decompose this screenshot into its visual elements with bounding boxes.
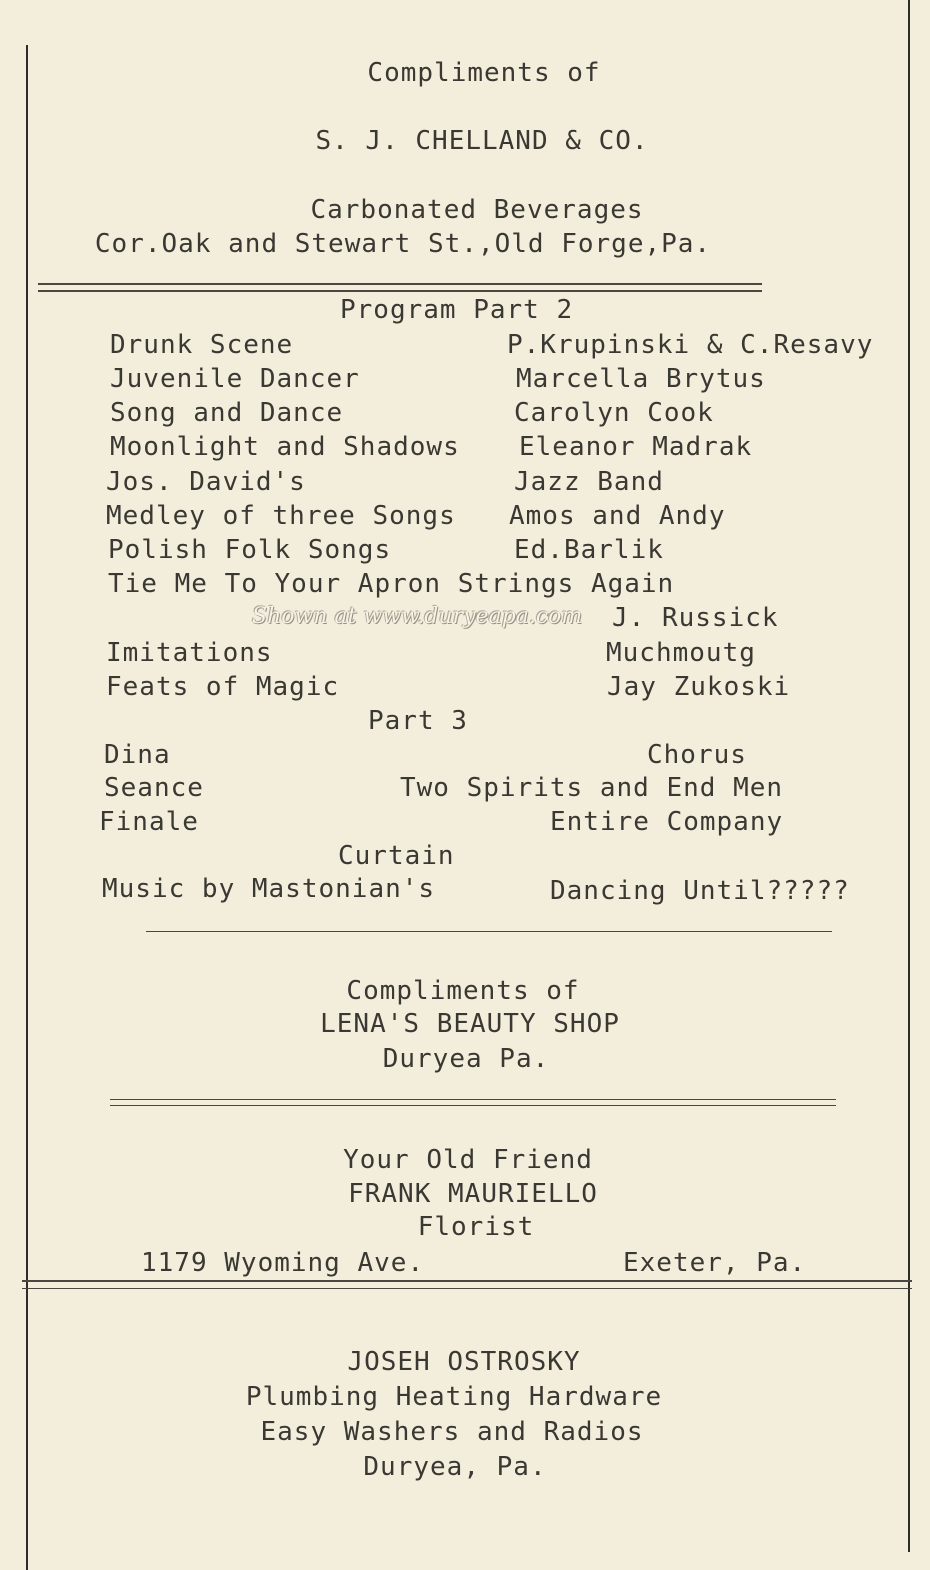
- curtain: Curtain: [338, 841, 455, 871]
- divider-1a: [38, 283, 762, 285]
- act-medley: Medley of three Songs: [106, 501, 456, 531]
- ad3-trade: Florist: [417, 1212, 535, 1242]
- ad3-street: 1179 Wyoming Ave.: [141, 1248, 425, 1278]
- ad4-line2: Plumbing Heating Hardware: [245, 1382, 663, 1412]
- ad4-location: Duryea, Pa.: [363, 1452, 547, 1482]
- act-moonlight-and-shadows: Moonlight and Shadows: [110, 432, 460, 462]
- act-feats-of-magic: Feats of Magic: [106, 672, 340, 702]
- performer-brytus: Marcella Brytus: [516, 364, 766, 394]
- performer-krupinski-resavy: P.Krupinski & C.Resavy: [507, 330, 874, 360]
- ad2-business-name: LENA'S BEAUTY SHOP: [320, 1009, 620, 1039]
- ad4-line3: Easy Washers and Radios: [260, 1417, 644, 1447]
- ad1-business-name: S. J. CHELLAND & CO.: [315, 126, 649, 156]
- ad1-address: Cor.Oak and Stewart St.,Old Forge,Pa.: [94, 229, 712, 259]
- divider-3a: [110, 1099, 836, 1100]
- music-credit: Music by Mastonian's: [102, 874, 436, 904]
- watermark: Shown at www.duryeapa.com: [252, 604, 583, 629]
- act-apron-strings: Tie Me To Your Apron Strings Again: [108, 569, 675, 599]
- act-jos-davids: Jos. David's: [106, 467, 306, 497]
- act-juvenile-dancer: Juvenile Dancer: [110, 364, 360, 394]
- act-polish-folk-songs: Polish Folk Songs: [108, 535, 392, 565]
- ad3-city: Exeter, Pa.: [623, 1248, 807, 1278]
- ad1-compliments: Compliments of: [367, 58, 601, 88]
- program-part2-heading: Program Part 2: [340, 295, 574, 325]
- divider-2: [146, 931, 832, 932]
- performer-two-spirits: Two Spirits and End Men: [400, 773, 784, 803]
- act-song-and-dance: Song and Dance: [110, 398, 344, 428]
- act-seance: Seance: [104, 773, 204, 803]
- divider-4a: [22, 1280, 912, 1282]
- divider-1b: [38, 290, 762, 292]
- divider-4b: [22, 1288, 912, 1289]
- right-border: [908, 0, 910, 1552]
- divider-3b: [110, 1105, 836, 1106]
- performer-zukoski: Jay Zukoski: [607, 672, 791, 702]
- left-border: [26, 45, 28, 1570]
- ad1-product: Carbonated Beverages: [310, 195, 644, 225]
- dancing-until: Dancing Until?????: [550, 876, 850, 906]
- performer-muchmoutg: Muchmoutg: [606, 638, 756, 668]
- performer-cook: Carolyn Cook: [514, 398, 714, 428]
- performer-chorus: Chorus: [647, 740, 747, 770]
- performer-russick: J. Russick: [612, 603, 779, 633]
- performer-jazz-band: Jazz Band: [514, 467, 664, 497]
- performer-barlik: Ed.Barlik: [514, 535, 664, 565]
- ad2-compliments: Compliments of: [346, 976, 580, 1006]
- performer-amos-andy: Amos and Andy: [509, 501, 726, 531]
- ad2-location: Duryea Pa.: [382, 1044, 550, 1074]
- program-part3-heading: Part 3: [368, 706, 468, 736]
- performer-madrak: Eleanor Madrak: [519, 432, 753, 462]
- ad3-business-name: FRANK MAURIELLO: [348, 1179, 598, 1209]
- act-dina: Dina: [104, 740, 171, 770]
- act-drunk-scene: Drunk Scene: [110, 330, 294, 360]
- ad3-greeting: Your Old Friend: [343, 1145, 593, 1175]
- performer-entire-company: Entire Company: [550, 807, 784, 837]
- ad4-business-name: JOSEH OSTROSKY: [347, 1347, 581, 1377]
- act-imitations: Imitations: [106, 638, 273, 668]
- act-finale: Finale: [99, 807, 199, 837]
